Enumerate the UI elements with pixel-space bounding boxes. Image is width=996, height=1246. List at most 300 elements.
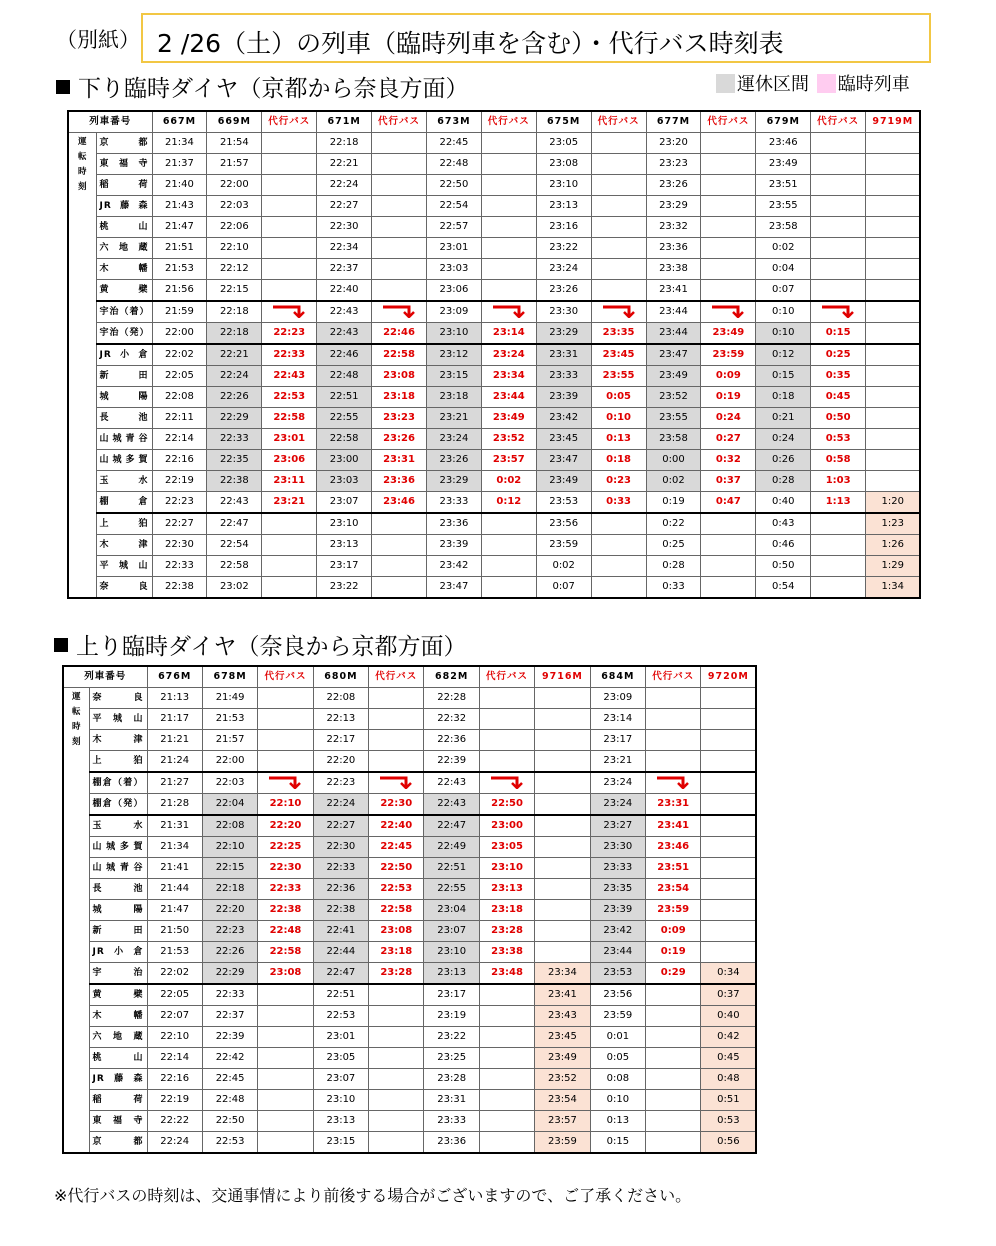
transfer-arrow-icon (258, 772, 313, 794)
time-cell: 22:38 (207, 471, 262, 492)
bus-time-cell (479, 730, 534, 751)
table-row (63, 900, 756, 921)
time-cell: 22:18 (202, 879, 257, 900)
bus-time-cell (481, 238, 536, 259)
bus-time-cell (369, 730, 424, 751)
time-cell: 22:35 (207, 450, 262, 471)
time-cell: 23:47 (646, 344, 701, 366)
station-name: 東福寺 (96, 154, 152, 175)
time-cell: 0:48 (701, 1069, 756, 1090)
extra-swatch (817, 74, 836, 93)
time-cell: 21:57 (207, 154, 262, 175)
bus-time-cell (372, 577, 427, 599)
time-cell: 0:43 (756, 513, 811, 535)
time-cell: 22:53 (202, 1132, 257, 1154)
time-cell: 0:51 (701, 1090, 756, 1111)
time-cell: 23:24 (426, 429, 481, 450)
time-cell: 22:51 (313, 984, 368, 1006)
time-cell: 21:56 (152, 280, 207, 302)
time-cell: 0:04 (756, 259, 811, 280)
bus-time-cell: 22:58 (258, 942, 313, 963)
bus-time-cell: 23:21 (262, 492, 317, 514)
time-cell: 23:20 (646, 133, 701, 154)
time-cell: 22:43 (424, 794, 479, 816)
bus-time-cell (646, 1090, 701, 1111)
bus-time-cell: 22:43 (262, 366, 317, 387)
time-cell: 22:38 (313, 900, 368, 921)
bus-time-cell (481, 196, 536, 217)
time-cell: 23:01 (313, 1027, 368, 1048)
time-cell (866, 259, 921, 280)
station-name: 山城多賀 (89, 837, 147, 858)
time-cell: 22:10 (202, 837, 257, 858)
bus-time-cell: 1:13 (811, 492, 866, 514)
station-name: 平城山 (89, 709, 147, 730)
bus-time-cell (372, 133, 427, 154)
bus-time-cell (262, 280, 317, 302)
time-cell: 22:50 (426, 175, 481, 196)
time-cell: 22:51 (424, 858, 479, 879)
time-cell: 22:04 (202, 794, 257, 816)
bus-time-cell: 0:50 (811, 408, 866, 429)
time-cell: 22:27 (317, 196, 372, 217)
table-row (63, 1090, 756, 1111)
up-section-heading (54, 628, 467, 661)
time-cell (701, 942, 756, 963)
time-cell: 23:26 (426, 450, 481, 471)
time-cell: 22:10 (147, 1027, 202, 1048)
footnote: ※代行バスの時刻は、交通事情により前後する場合がございますので、ご了承ください。 (54, 1186, 692, 1205)
time-cell: 21:13 (147, 688, 202, 709)
bus-time-cell (701, 556, 756, 577)
bus-time-cell: 0:29 (646, 963, 701, 985)
time-cell: 23:43 (535, 1006, 590, 1027)
bus-time-cell: 0:05 (591, 387, 646, 408)
time-cell: 21:21 (147, 730, 202, 751)
time-cell (866, 238, 921, 259)
bus-time-cell (646, 1111, 701, 1132)
time-cell: 22:12 (207, 259, 262, 280)
bus-time-cell (701, 259, 756, 280)
time-cell: 23:44 (646, 301, 701, 323)
time-cell: 22:45 (426, 133, 481, 154)
train-number-header: 列車番号 (68, 111, 152, 133)
table-row (68, 450, 920, 471)
bus-time-cell (811, 217, 866, 238)
bus-time-cell (258, 1090, 313, 1111)
table-row (63, 858, 756, 879)
square-bullet-icon (56, 80, 70, 94)
time-cell: 23:52 (646, 387, 701, 408)
time-cell: 22:43 (207, 492, 262, 514)
time-cell (535, 921, 590, 942)
legend-suspended: 運休区間 (737, 74, 809, 95)
bus-time-cell: 0:58 (811, 450, 866, 471)
bus-time-cell (372, 513, 427, 535)
time-cell: 23:36 (424, 1132, 479, 1154)
time-cell: 0:01 (590, 1027, 645, 1048)
column-header: 代行バス (701, 111, 756, 133)
bus-time-cell: 0:13 (591, 429, 646, 450)
time-cell: 22:44 (313, 942, 368, 963)
bus-time-cell (646, 1027, 701, 1048)
time-cell: 23:28 (424, 1069, 479, 1090)
transfer-arrow-icon (262, 301, 317, 323)
bus-time-cell (591, 238, 646, 259)
bus-time-cell (701, 154, 756, 175)
time-cell: 21:37 (152, 154, 207, 175)
column-header: 代行バス (369, 666, 424, 688)
bus-time-cell (701, 535, 756, 556)
time-cell: 0:02 (646, 471, 701, 492)
bus-time-cell (479, 1111, 534, 1132)
bus-time-cell: 23:35 (591, 323, 646, 345)
time-cell (535, 879, 590, 900)
time-cell: 22:28 (424, 688, 479, 709)
time-cell: 21:28 (147, 794, 202, 816)
station-name: 稲 荷 (96, 175, 152, 196)
column-header: 代行バス (262, 111, 317, 133)
time-cell (535, 730, 590, 751)
station-name: JR藤森 (96, 196, 152, 217)
time-cell: 22:55 (424, 879, 479, 900)
bus-time-cell (591, 513, 646, 535)
time-cell (701, 815, 756, 837)
column-header: 代行バス (258, 666, 313, 688)
station-name: 山城多賀 (96, 450, 152, 471)
bus-time-cell: 23:38 (479, 942, 534, 963)
bus-time-cell: 22:46 (372, 323, 427, 345)
bus-time-cell (646, 1132, 701, 1154)
bus-time-cell: 23:49 (481, 408, 536, 429)
bus-time-cell (591, 133, 646, 154)
bus-time-cell: 22:53 (369, 879, 424, 900)
bus-time-cell: 22:48 (258, 921, 313, 942)
bus-time-cell (479, 1132, 534, 1154)
station-name: 山城青谷 (96, 429, 152, 450)
time-cell: 21:50 (147, 921, 202, 942)
transfer-arrow-icon (369, 772, 424, 794)
table-row (63, 815, 756, 837)
time-cell: 22:24 (207, 366, 262, 387)
time-cell (701, 688, 756, 709)
time-cell: 22:39 (424, 751, 479, 773)
station-name: 六地蔵 (89, 1027, 147, 1048)
time-cell: 23:30 (590, 837, 645, 858)
station-name: 城 陽 (89, 900, 147, 921)
bus-time-cell: 0:12 (481, 492, 536, 514)
up-timetable (62, 665, 757, 1154)
time-cell (701, 794, 756, 816)
time-cell: 23:15 (313, 1132, 368, 1154)
bus-time-cell: 22:53 (262, 387, 317, 408)
station-name: 宇治（発） (96, 323, 152, 345)
time-cell: 21:54 (207, 133, 262, 154)
time-cell: 0:33 (646, 577, 701, 599)
time-cell: 23:36 (646, 238, 701, 259)
bus-time-cell: 22:20 (258, 815, 313, 837)
time-cell: 22:27 (152, 513, 207, 535)
time-cell: 23:21 (426, 408, 481, 429)
time-cell: 23:17 (424, 984, 479, 1006)
time-cell: 23:00 (317, 450, 372, 471)
time-cell: 1:23 (866, 513, 921, 535)
time-cell: 22:45 (202, 1069, 257, 1090)
bus-time-cell: 1:03 (811, 471, 866, 492)
down-heading-text: 下り臨時ダイヤ（京都から奈良方面） (78, 76, 469, 102)
time-cell: 23:53 (536, 492, 591, 514)
time-cell: 0:45 (701, 1048, 756, 1069)
time-cell: 22:18 (207, 301, 262, 323)
time-cell: 23:45 (536, 429, 591, 450)
time-cell: 23:29 (426, 471, 481, 492)
table-row (68, 577, 920, 599)
bus-time-cell: 22:40 (369, 815, 424, 837)
time-cell: 0:08 (590, 1069, 645, 1090)
bus-time-cell: 22:58 (369, 900, 424, 921)
bus-time-cell: 23:46 (646, 837, 701, 858)
time-cell: 22:06 (207, 217, 262, 238)
bus-time-cell: 0:09 (646, 921, 701, 942)
time-cell (535, 900, 590, 921)
time-cell: 23:07 (317, 492, 372, 514)
bus-time-cell: 22:33 (258, 879, 313, 900)
time-cell: 22:19 (152, 471, 207, 492)
bus-time-cell: 22:58 (372, 344, 427, 366)
time-cell: 23:56 (590, 984, 645, 1006)
time-cell (701, 837, 756, 858)
bus-time-cell (369, 751, 424, 773)
station-name: 玉 水 (96, 471, 152, 492)
time-cell: 23:35 (590, 879, 645, 900)
time-cell: 0:05 (590, 1048, 645, 1069)
table-row (68, 471, 920, 492)
time-cell: 0:15 (590, 1132, 645, 1154)
time-cell: 23:13 (317, 535, 372, 556)
time-cell: 1:20 (866, 492, 921, 514)
bus-time-cell (811, 154, 866, 175)
station-name: 棚 倉 (96, 492, 152, 514)
time-cell: 1:29 (866, 556, 921, 577)
time-cell: 23:27 (590, 815, 645, 837)
bus-time-cell (262, 238, 317, 259)
bus-time-cell (701, 175, 756, 196)
bus-time-cell (481, 577, 536, 599)
time-cell (866, 471, 921, 492)
bus-time-cell: 23:11 (262, 471, 317, 492)
time-cell: 22:54 (207, 535, 262, 556)
time-cell: 23:41 (646, 280, 701, 302)
table-row (68, 175, 920, 196)
table-row (63, 1027, 756, 1048)
bus-time-cell (258, 1069, 313, 1090)
table-row (68, 408, 920, 429)
bus-time-cell: 0:33 (591, 492, 646, 514)
column-header: 代行バス (811, 111, 866, 133)
time-cell: 0:07 (536, 577, 591, 599)
bus-time-cell (591, 556, 646, 577)
time-cell: 0:24 (756, 429, 811, 450)
bus-time-cell (262, 217, 317, 238)
time-cell: 23:59 (536, 535, 591, 556)
time-cell: 0:00 (646, 450, 701, 471)
time-cell: 0:40 (756, 492, 811, 514)
table-row (68, 280, 920, 302)
bus-time-cell: 0:19 (646, 942, 701, 963)
time-cell: 23:49 (756, 154, 811, 175)
time-cell: 1:26 (866, 535, 921, 556)
time-cell: 22:07 (147, 1006, 202, 1027)
time-cell: 22:43 (424, 772, 479, 794)
station-name: 上 狛 (89, 751, 147, 773)
bus-time-cell: 0:02 (481, 471, 536, 492)
bus-time-cell (258, 984, 313, 1006)
bus-time-cell: 23:31 (372, 450, 427, 471)
bus-time-cell (372, 175, 427, 196)
time-cell: 22:29 (202, 963, 257, 985)
column-header: 677M (646, 111, 701, 133)
bus-time-cell: 23:00 (479, 815, 534, 837)
bus-time-cell (479, 751, 534, 773)
bus-time-cell: 0:23 (591, 471, 646, 492)
time-cell: 21:27 (147, 772, 202, 794)
time-cell: 22:47 (207, 513, 262, 535)
time-cell: 22:48 (317, 366, 372, 387)
time-cell: 0:42 (701, 1027, 756, 1048)
bus-time-cell (262, 556, 317, 577)
station-name: 長 池 (89, 879, 147, 900)
time-cell: 22:42 (202, 1048, 257, 1069)
time-cell: 22:43 (317, 323, 372, 345)
bus-time-cell (646, 1069, 701, 1090)
time-cell: 23:58 (646, 429, 701, 450)
bus-time-cell: 23:13 (479, 879, 534, 900)
time-cell: 23:16 (536, 217, 591, 238)
time-cell (866, 217, 921, 238)
time-cell: 21:24 (147, 751, 202, 773)
time-cell: 23:26 (536, 280, 591, 302)
station-name: 木 津 (96, 535, 152, 556)
time-cell (866, 196, 921, 217)
column-header: 684M (590, 666, 645, 688)
time-cell: 21:40 (152, 175, 207, 196)
bus-time-cell: 23:18 (479, 900, 534, 921)
bus-time-cell: 22:30 (369, 794, 424, 816)
time-cell (535, 942, 590, 963)
table-row (63, 1069, 756, 1090)
time-cell: 21:53 (152, 259, 207, 280)
station-name: 棚倉（発） (89, 794, 147, 816)
time-cell: 22:58 (317, 429, 372, 450)
bus-time-cell: 0:32 (701, 450, 756, 471)
bus-time-cell (646, 709, 701, 730)
station-name: 京 都 (89, 1132, 147, 1154)
time-cell: 22:30 (152, 535, 207, 556)
column-header: 671M (317, 111, 372, 133)
bus-time-cell (701, 577, 756, 599)
time-cell: 22:17 (313, 730, 368, 751)
table-row (68, 387, 920, 408)
station-name: 新 田 (96, 366, 152, 387)
table-row (63, 751, 756, 773)
time-cell: 23:47 (536, 450, 591, 471)
time-cell: 21:31 (147, 815, 202, 837)
time-cell: 23:09 (426, 301, 481, 323)
bus-time-cell (369, 1027, 424, 1048)
transfer-arrow-icon (591, 301, 646, 323)
time-cell: 23:18 (426, 387, 481, 408)
time-cell: 23:49 (536, 471, 591, 492)
bus-time-cell: 0:18 (591, 450, 646, 471)
time-cell: 22:57 (426, 217, 481, 238)
bus-time-cell: 0:25 (811, 344, 866, 366)
time-cell: 0:28 (646, 556, 701, 577)
train-number-header: 列車番号 (63, 666, 147, 688)
bus-time-cell (646, 730, 701, 751)
bus-time-cell (811, 133, 866, 154)
bus-time-cell (262, 577, 317, 599)
table-row (63, 1006, 756, 1027)
bus-time-cell: 0:19 (701, 387, 756, 408)
station-name: 黄 檗 (89, 984, 147, 1006)
down-section-heading (56, 70, 469, 103)
bus-time-cell (262, 154, 317, 175)
time-cell (535, 858, 590, 879)
bus-time-cell (481, 280, 536, 302)
bus-time-cell (258, 1132, 313, 1154)
title-box (141, 13, 931, 63)
bus-time-cell (591, 175, 646, 196)
time-cell: 22:13 (313, 709, 368, 730)
bus-time-cell: 23:14 (481, 323, 536, 345)
time-cell: 22:37 (317, 259, 372, 280)
bus-time-cell (646, 688, 701, 709)
time-cell (701, 858, 756, 879)
time-cell (535, 837, 590, 858)
attachment-label: （別紙） (56, 28, 140, 52)
bus-time-cell (481, 535, 536, 556)
time-cell: 23:15 (426, 366, 481, 387)
table-row (63, 1132, 756, 1154)
table-row (68, 301, 920, 323)
bus-time-cell (481, 154, 536, 175)
time-cell: 23:31 (424, 1090, 479, 1111)
bus-time-cell: 0:35 (811, 366, 866, 387)
bus-time-cell (372, 535, 427, 556)
time-cell: 22:24 (147, 1132, 202, 1154)
bus-time-cell (591, 259, 646, 280)
bus-time-cell: 23:28 (369, 963, 424, 985)
column-header: 9716M (535, 666, 590, 688)
bus-time-cell (479, 1048, 534, 1069)
column-header: 667M (152, 111, 207, 133)
bus-time-cell: 23:18 (372, 387, 427, 408)
time-cell (535, 751, 590, 773)
bus-time-cell (258, 1027, 313, 1048)
time-cell (866, 408, 921, 429)
bus-time-cell: 0:10 (591, 408, 646, 429)
station-name: 京 都 (96, 133, 152, 154)
bus-time-cell (591, 535, 646, 556)
time-cell: 22:19 (147, 1090, 202, 1111)
time-cell (866, 450, 921, 471)
time-cell: 22:58 (207, 556, 262, 577)
time-cell: 22:02 (147, 963, 202, 985)
bus-time-cell: 0:27 (701, 429, 756, 450)
table-row (68, 154, 920, 175)
bus-time-cell (372, 238, 427, 259)
bus-time-cell: 22:58 (262, 408, 317, 429)
